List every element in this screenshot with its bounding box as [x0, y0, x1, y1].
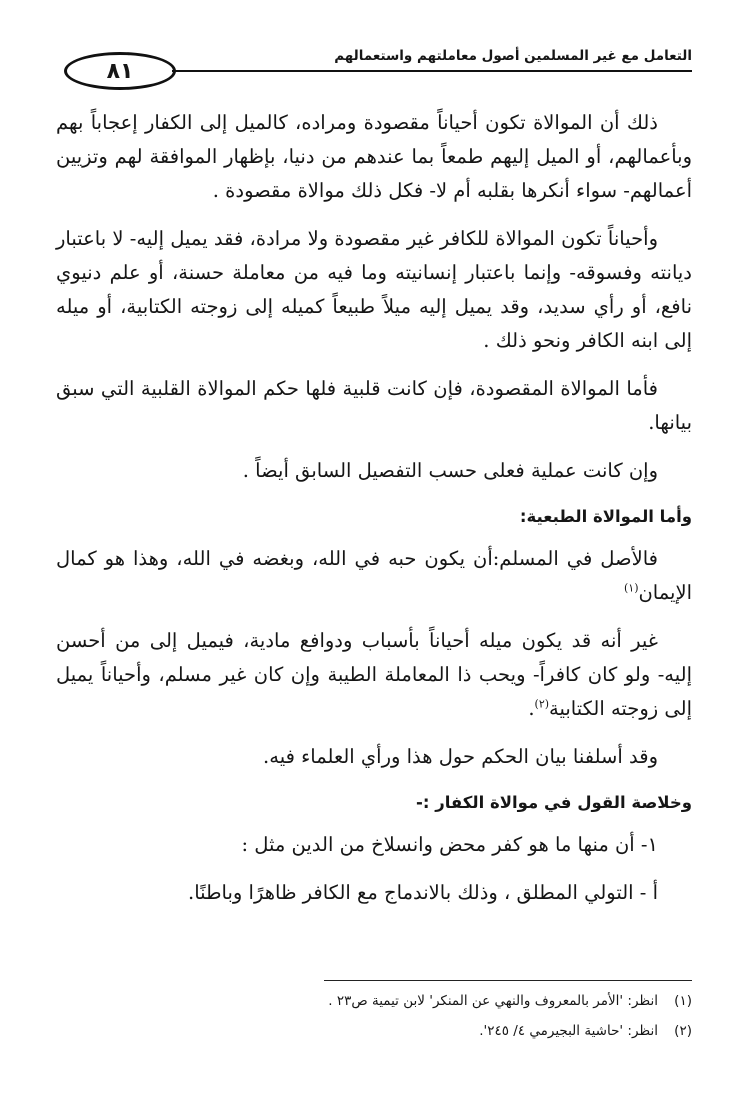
- paragraph-1: ذلك أن الموالاة تكون أحياناً مقصودة ومراده، كالميل إلى الكفار إعجاباً بهم وبأعمالهم، أو الميل إليهم طمعاً بما عندهم من دنيا، بإظهار الموافقة لهم وتزيين أعمالهم- سواء أنكرها بقلبه أم لا- فكل ذلك موالاة مقصودة .: [56, 111, 692, 202]
- page-header: [64, 48, 692, 94]
- paragraph-5-text: فالأصل في المسلم:أن يكون حبه في الله، وبغضه في الله، وهذا هو كمال الإيمان: [56, 547, 692, 604]
- running-title: التعامل مع غير المسلمين أصول معاملتهم واستعمالهم: [334, 48, 692, 64]
- section-heading-summary: وخلاصة القول في موالاة الكفار :-: [416, 793, 692, 812]
- paragraph-6-end: .: [528, 697, 535, 720]
- footnote-text: انظر: 'حاشية البجيرمي ٤/ ٢٤٥'.: [479, 1023, 658, 1039]
- paragraph-7: وقد أسلفنا بيان الحكم حول هذا ورأي العلماء فيه.: [263, 745, 658, 768]
- page-number: ٨١: [64, 52, 176, 90]
- list-item-1a: أ - التولي المطلق ، وذلك بالاندماج مع الكافر ظاهرًا وباطنًا.: [188, 881, 658, 904]
- list-item-1: ١- أن منها ما هو كفر محض وانسلاخ من الدين مثل :: [241, 833, 658, 856]
- footnote-ref-1: (١): [623, 581, 639, 595]
- paragraph-3: فأما الموالاة المقصودة، فإن كانت قلبية فلها حكم الموالاة القلبية التي سبق بيانها.: [56, 377, 692, 434]
- paragraph-6: [56, 624, 692, 726]
- paragraph-5: [56, 542, 692, 610]
- main-text: [56, 106, 692, 924]
- footnote-separator: [324, 980, 692, 981]
- footnote-ref-2: (٢): [534, 697, 550, 711]
- paragraph-4: وإن كانت عملية فعلى حسب التفصيل السابق أيضاً .: [242, 459, 658, 482]
- paragraph-2: وأحياناً تكون الموالاة للكافر غير مقصودة ولا مرادة، فقد يميل إليه- لا باعتبار ديانته وفسوقه- وإنما باعتبار إنسانيته وما فيه من معاملة حسنة، أو علم دنيوي نافع، أو رأي سديد، وقد يميل إليه ميلاً طبيعاً كميله إلى زوجته الكتابية، أو ميله إلى ابنه الكافر ونحو ذلك .: [56, 227, 692, 352]
- footnotes: [56, 986, 692, 1046]
- section-heading-natural-loyalty: وأما الموالاة الطبعية:: [519, 507, 692, 526]
- header-rule: [172, 70, 692, 72]
- footnote-text: انظر: 'الأمر بالمعروف والنهي عن المنكر' لابن تيمية ص٢٣ .: [328, 993, 658, 1009]
- footnote-number: (٢): [674, 1023, 692, 1039]
- footnote-number: (١): [674, 993, 692, 1009]
- paragraph-6-text: غير أنه قد يكون ميله أحياناً بأسباب ودوافع مادية، فيميل إلى من أحسن إليه- ولو كان كافراً- ويحب ذا المعاملة الطيبة وإن كان غير مسلم، وأحياناً يميل إلى زوجته الكتابية: [56, 629, 692, 720]
- footnote-2: [56, 1016, 692, 1046]
- footnote-1: [56, 986, 692, 1016]
